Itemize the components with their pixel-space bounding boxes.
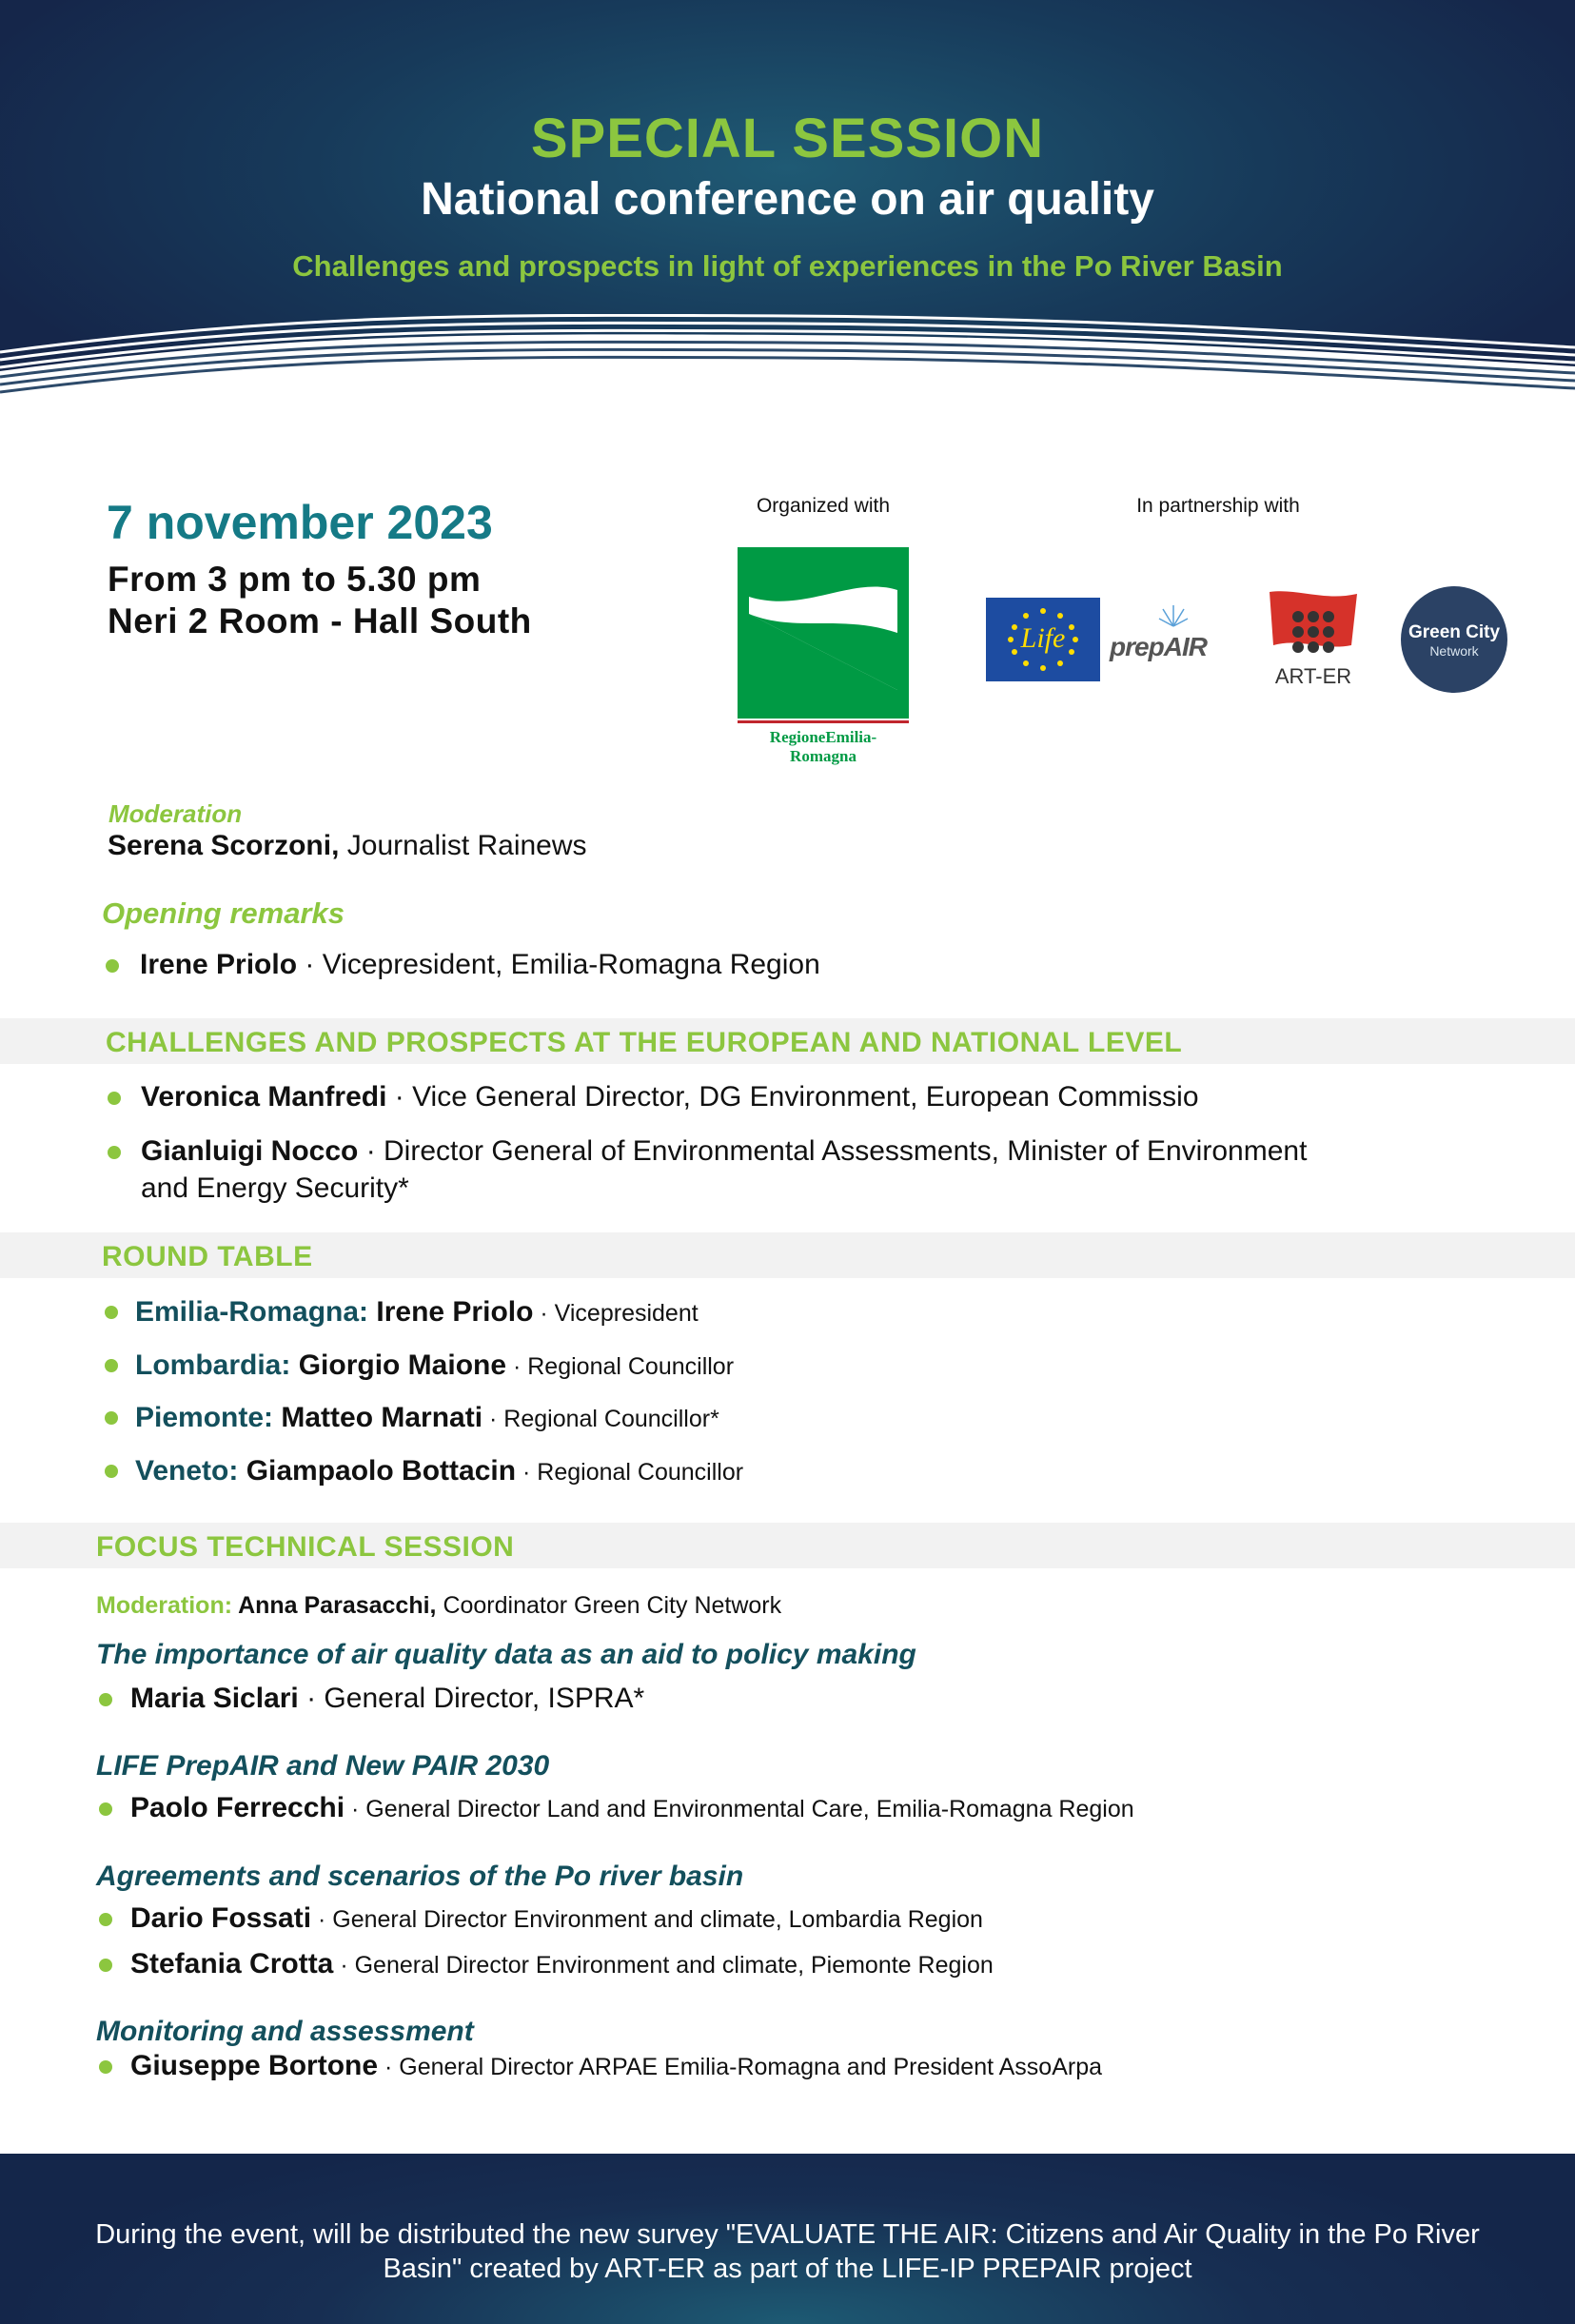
topic-title: Agreements and scenarios of the Po river basin: [96, 1861, 744, 1892]
art-er-logo: [1266, 588, 1361, 693]
life-logo-text: Life: [1020, 622, 1066, 654]
speaker-role: · General Director ARPAE Emilia-Romagna and President AssoArpa: [378, 2054, 1103, 2080]
speaker-role: · General Director Environment and climate, Piemonte Region: [333, 1952, 994, 1979]
list-item: [141, 1081, 1199, 1113]
region-name: Veneto:: [135, 1455, 239, 1487]
speaker-name: Giorgio Maione: [290, 1349, 507, 1381]
header-wave-decoration: [0, 314, 1575, 419]
speaker-role: · Vicepresident, Emilia-Romagna Region: [297, 949, 820, 980]
speaker-name: Paolo Ferrecchi: [130, 1792, 345, 1823]
moderator-role: Coordinator Green City Network: [436, 1592, 782, 1619]
speaker-role: · General Director Land and Environmental Care, Emilia-Romagna Region: [345, 1796, 1134, 1822]
rer-logo-text: RegioneEmilia-Romagna: [769, 728, 877, 765]
bullet-icon: [105, 1465, 118, 1478]
prepair-logo-text: prepAIR: [1110, 632, 1207, 661]
list-item: [135, 1455, 743, 1487]
bullet-icon: [99, 2060, 112, 2074]
list-item: [141, 1135, 1307, 1168]
speaker-name: Irene Priolo: [140, 949, 298, 980]
bullet-icon: [106, 959, 119, 973]
speaker-name: Matteo Marnati: [273, 1402, 483, 1433]
speaker-role-continued: and Energy Security*: [141, 1172, 409, 1204]
speaker-name: Gianluigi Nocco: [141, 1135, 359, 1167]
eu-life-logo: [986, 598, 1100, 681]
page-tagline: Challenges and prospects in light of experiences in the Po River Basin: [292, 249, 1283, 283]
list-item: [135, 1349, 734, 1382]
bullet-icon: [105, 1411, 118, 1425]
green-city-network-logo: [1401, 586, 1507, 693]
event-room: Neri 2 Room - Hall South: [108, 601, 532, 640]
section-band-challenges: [0, 1018, 1575, 1064]
partnership-label: In partnership with: [1136, 495, 1300, 517]
list-item: [135, 1402, 719, 1434]
topic-title: Monitoring and assessment: [96, 2016, 474, 2047]
focus-moderation-line: [96, 1592, 781, 1620]
event-date: 7 november 2023: [107, 496, 493, 549]
section-heading: ROUND TABLE: [102, 1241, 313, 1272]
region-name: Piemonte:: [135, 1402, 274, 1433]
art-er-logo-text: ART-ER: [1274, 664, 1352, 688]
list-item: [130, 2050, 1102, 2082]
list-item: [130, 1902, 983, 1935]
topic-title: The importance of air quality data as an aid to policy making: [96, 1639, 916, 1670]
speaker-name: Stefania Crotta: [130, 1948, 334, 1979]
section-band-round-table: [0, 1232, 1575, 1278]
event-time: From 3 pm to 5.30 pm: [108, 560, 482, 599]
list-item: [130, 1948, 994, 1980]
bullet-icon: [99, 1693, 112, 1706]
speaker-name: Giampaolo Bottacin: [238, 1455, 517, 1487]
region-name: Emilia-Romagna:: [135, 1296, 369, 1328]
organized-with-label: Organized with: [756, 495, 891, 517]
speaker-name: Giuseppe Bortone: [130, 2050, 379, 2081]
list-item: [130, 1683, 644, 1715]
list-item: [130, 1792, 1134, 1824]
bullet-icon: [99, 1802, 112, 1816]
list-item: [135, 1296, 699, 1329]
speaker-name: Maria Siclari: [130, 1683, 299, 1714]
speaker-role: · General Director, ISPRA*: [298, 1683, 645, 1714]
bullet-icon: [105, 1306, 118, 1319]
bullet-icon: [108, 1092, 121, 1105]
speaker-role: · Vicepresident: [533, 1300, 699, 1327]
speaker-name: Veronica Manfredi: [141, 1081, 387, 1113]
speaker-role: · Regional Councillor: [506, 1353, 735, 1380]
moderator-line: [108, 830, 587, 862]
bullet-icon: [99, 1913, 112, 1926]
topic-title: LIFE PrepAIR and New PAIR 2030: [96, 1750, 550, 1782]
region-name: Lombardia:: [135, 1349, 291, 1381]
art-er-emblem-icon: [1266, 588, 1361, 662]
bullet-icon: [108, 1146, 121, 1159]
moderator-role: Journalist Rainews: [339, 830, 587, 861]
speaker-role: · Vice General Director, DG Environment, European Commissio: [386, 1081, 1199, 1113]
moderator-name: Serena Scorzoni,: [108, 830, 340, 861]
speaker-role: · General Director Environment and climate, Lombardia Region: [311, 1906, 983, 1933]
list-item: [140, 949, 820, 981]
dandelion-icon: [1102, 598, 1214, 636]
gcn-logo-subtext: Network: [1429, 643, 1479, 659]
bullet-icon: [99, 1959, 112, 1972]
moderation-label: Moderation: [108, 799, 243, 828]
footer-note: During the event, will be distributed the new survey "EVALUATE THE AIR: Citizens and Air Quality in the Po River Basin" created by ART-ER as part of the LIFE-IP PREPAIR project: [95, 2219, 1480, 2284]
gcn-logo-text: Green City: [1408, 622, 1501, 642]
speaker-role: · Director General of Environmental Assessments, Minister of Environment: [358, 1135, 1308, 1167]
speaker-name: Irene Priolo: [368, 1296, 534, 1328]
regione-emilia-romagna-logo: [738, 547, 909, 765]
moderation-label: Moderation:: [96, 1592, 233, 1619]
opening-remarks-label: Opening remarks: [102, 896, 345, 930]
speaker-name: Dario Fossati: [130, 1902, 312, 1934]
bullet-icon: [105, 1359, 118, 1372]
section-band-focus: [0, 1523, 1575, 1568]
rer-emblem-icon: [738, 547, 909, 728]
page-title: SPECIAL SESSION: [530, 108, 1045, 169]
moderator-name: Anna Parasacchi,: [232, 1592, 437, 1619]
speaker-role: · Regional Councillor: [516, 1459, 744, 1486]
speaker-role: · Regional Councillor*: [482, 1406, 719, 1432]
section-heading: CHALLENGES AND PROSPECTS AT THE EUROPEAN AND NATIONAL LEVEL: [106, 1027, 1183, 1058]
prepair-logo: [1102, 598, 1214, 681]
page-subtitle: National conference on air quality: [421, 174, 1154, 225]
section-heading: FOCUS TECHNICAL SESSION: [96, 1531, 515, 1563]
header-banner: [0, 0, 1575, 419]
